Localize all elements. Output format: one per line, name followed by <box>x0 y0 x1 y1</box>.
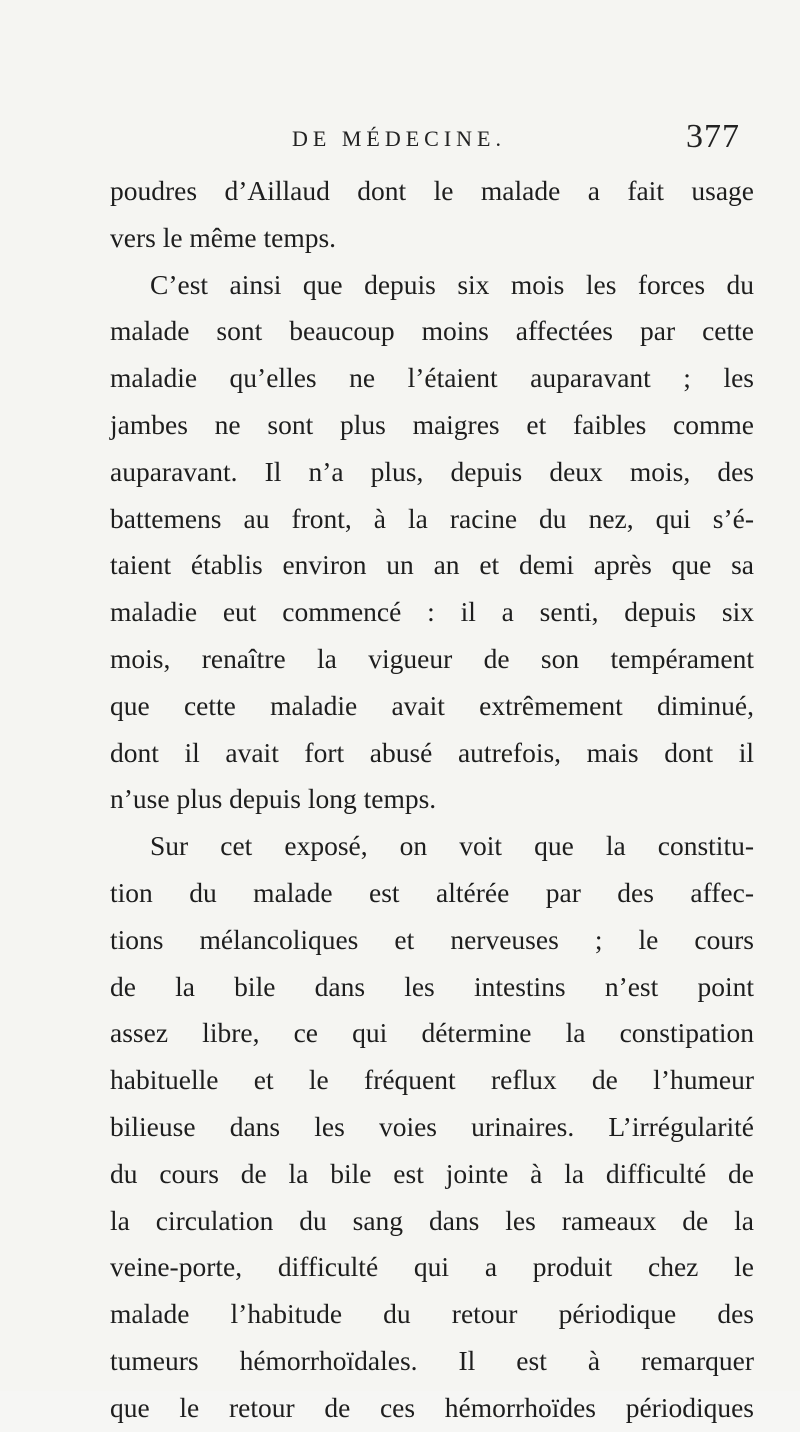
text-line: de la bile dans les intestins n’est point <box>110 970 754 1002</box>
text-line: taient établis environ un an et demi après que sa <box>110 549 754 581</box>
text-line: poudres d’Aillaud dont le malade a fait usage <box>110 175 754 206</box>
text-line: tumeurs hémorrhoïdales. Il est à remarquer <box>110 1344 754 1376</box>
text-line: malade sont beaucoup moins affectées par cette <box>110 315 754 347</box>
text-line: n’use plus depuis long temps. <box>110 783 437 815</box>
text-line: jambes ne sont plus maigres et faibles comme <box>110 408 754 440</box>
running-title: DE MÉDECINE. <box>292 126 506 151</box>
text-line: dont il avait fort abusé autrefois, mais dont il <box>110 736 754 768</box>
text-line: malade l’habitude du retour périodique des <box>110 1298 754 1330</box>
text-line: maladie qu’elles ne l’étaient auparavant ; les <box>110 362 754 394</box>
text-line: la circulation du sang dans les rameaux de la <box>110 1204 754 1236</box>
text-line: que cette maladie avait extrêmement diminué, <box>110 689 754 721</box>
text-line: mois, renaître la vigueur de son tempérament <box>110 642 754 674</box>
text-line: auparavant. Il n’a plus, depuis deux mois, des <box>110 455 754 487</box>
text-line: bilieuse dans les voies urinaires. L’irrégularité <box>110 1110 754 1142</box>
paragraph-start-line: Sur cet exposé, on voit que la constitu- <box>150 830 754 862</box>
text-line: tions mélancoliques et nerveuses ; le cours <box>110 923 754 955</box>
text-line: du cours de la bile est jointe à la difficulté de <box>110 1157 754 1189</box>
text-line: vers le même temps. <box>110 221 337 253</box>
text-line: maladie eut commencé : il a senti, depuis six <box>110 596 754 628</box>
text-line: que le retour de ces hémorrhoïdes périodiques <box>110 1391 754 1423</box>
text-line: tion du malade est altérée par des affec- <box>110 876 754 908</box>
running-head <box>0 118 800 158</box>
text-line: habituelle et le fréquent reflux de l’humeur <box>110 1064 754 1096</box>
text-line: assez libre, ce qui détermine la constipation <box>110 1017 754 1049</box>
text-line: battemens au front, à la racine du nez, qui s’é- <box>110 502 754 534</box>
page-number: 377 <box>686 118 740 155</box>
body-text <box>110 168 754 1432</box>
paragraph-start-line: C’est ainsi que depuis six mois les forces du <box>150 268 754 300</box>
text-line: veine-porte, difficulté qui a produit chez le <box>110 1251 754 1283</box>
